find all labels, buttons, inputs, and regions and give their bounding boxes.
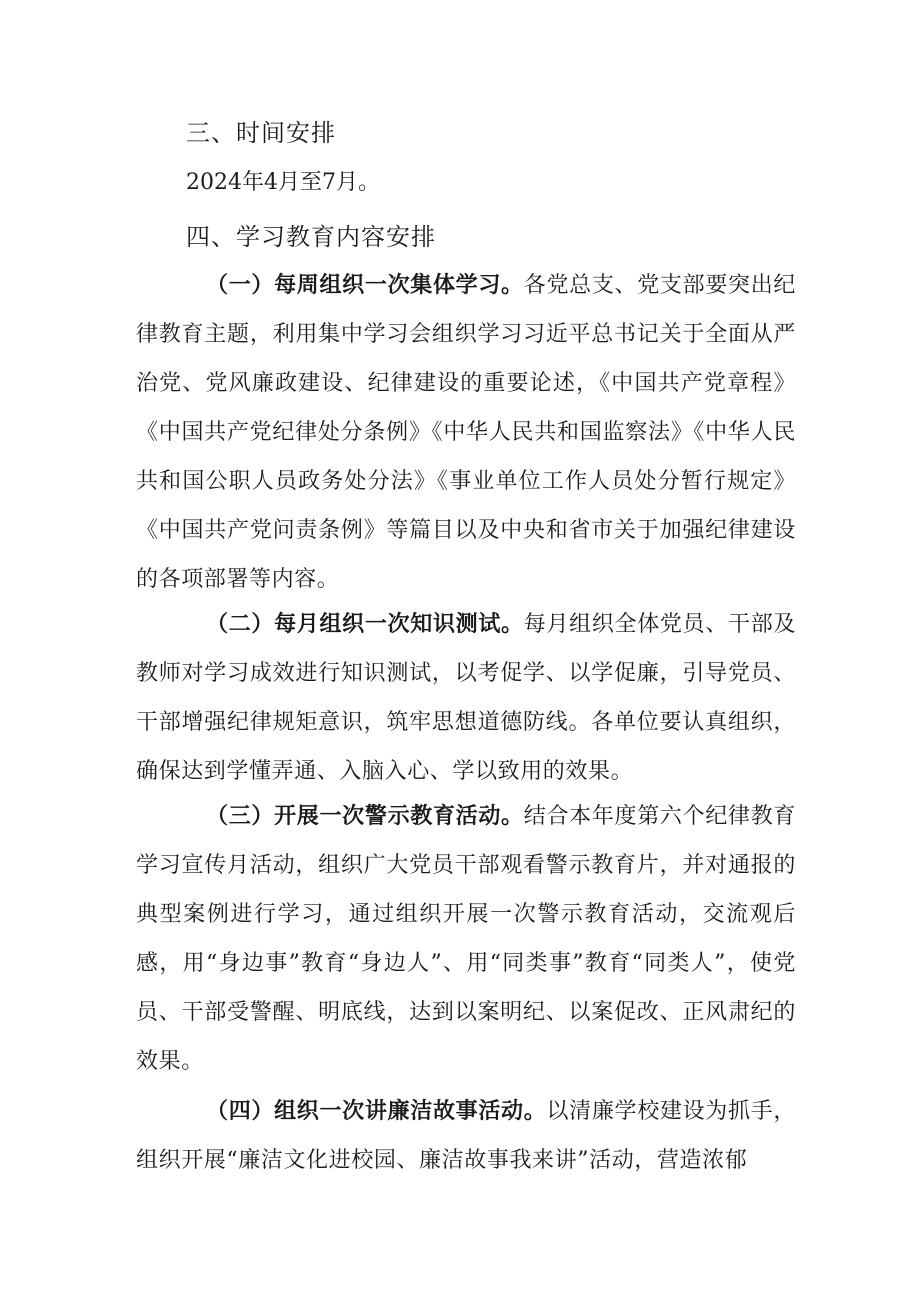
item-3-body: 结合本年度第六个纪律教育学习宣传月活动，组织广大党员干部观看警示教育片，并对通报的典型案例进行学习，通过组织开展一次警示教育活动，交流观后感，用“身边事”教育“身边人”、用“同类事”教育“同类人”，使党员、干部受警醒、明底线，达到以案明纪、以案促改、正风肃纪的效果。 (136, 804, 797, 1074)
item-2-body: 每月组织全体党员、干部及教师对学习成效进行知识测试，以考促学、以学促廉，引导党员、干部增强纪律规矩意识，筑牢思想道德防线。各单位要认真组织，确保达到学懂弄通、入脑入心、学以致用的效果。 (136, 612, 797, 784)
item-1-title: （一）每周组织一次集体学习。 (206, 273, 524, 298)
item-4-body: 以清廉学校建设为抓手，组织开展“廉洁文化进校园、廉洁故事我来讲”活动，营造浓郁 (136, 1099, 796, 1173)
item-2-title: （二）每月组织一次知识测试。 (206, 612, 524, 637)
time-arrangement-text: 2024年4月至7月。 (186, 170, 380, 195)
item-1-body: 各党总支、党支部要突出纪律教育主题，利用集中学习会组织学习习近平总书记关于全面从严治党、党风廉政建设、纪律建设的重要论述，《中国共产党章程》《中国共产党纪律处分条例》《中华人民共和国监察法》《中华人民共和国公职人员政务处分法》《事业单位工作人员处分暂行规定》《中国共产党问责条例》等篇目以及中央和省市关于加强纪律建设的各项部署等内容。 (136, 273, 797, 592)
section-4-heading: 四、学习教育内容安排 (186, 223, 436, 251)
item-3-paragraph (136, 792, 796, 1086)
item-2-paragraph (136, 600, 796, 796)
section-3-heading: 三、时间安排 (186, 119, 336, 147)
item-4-paragraph (136, 1087, 796, 1185)
item-4-title: （四）组织一次讲廉洁故事活动。 (206, 1099, 547, 1124)
item-3-title: （三）开展一次警示教育活动。 (206, 804, 524, 829)
item-1-paragraph (136, 261, 796, 604)
